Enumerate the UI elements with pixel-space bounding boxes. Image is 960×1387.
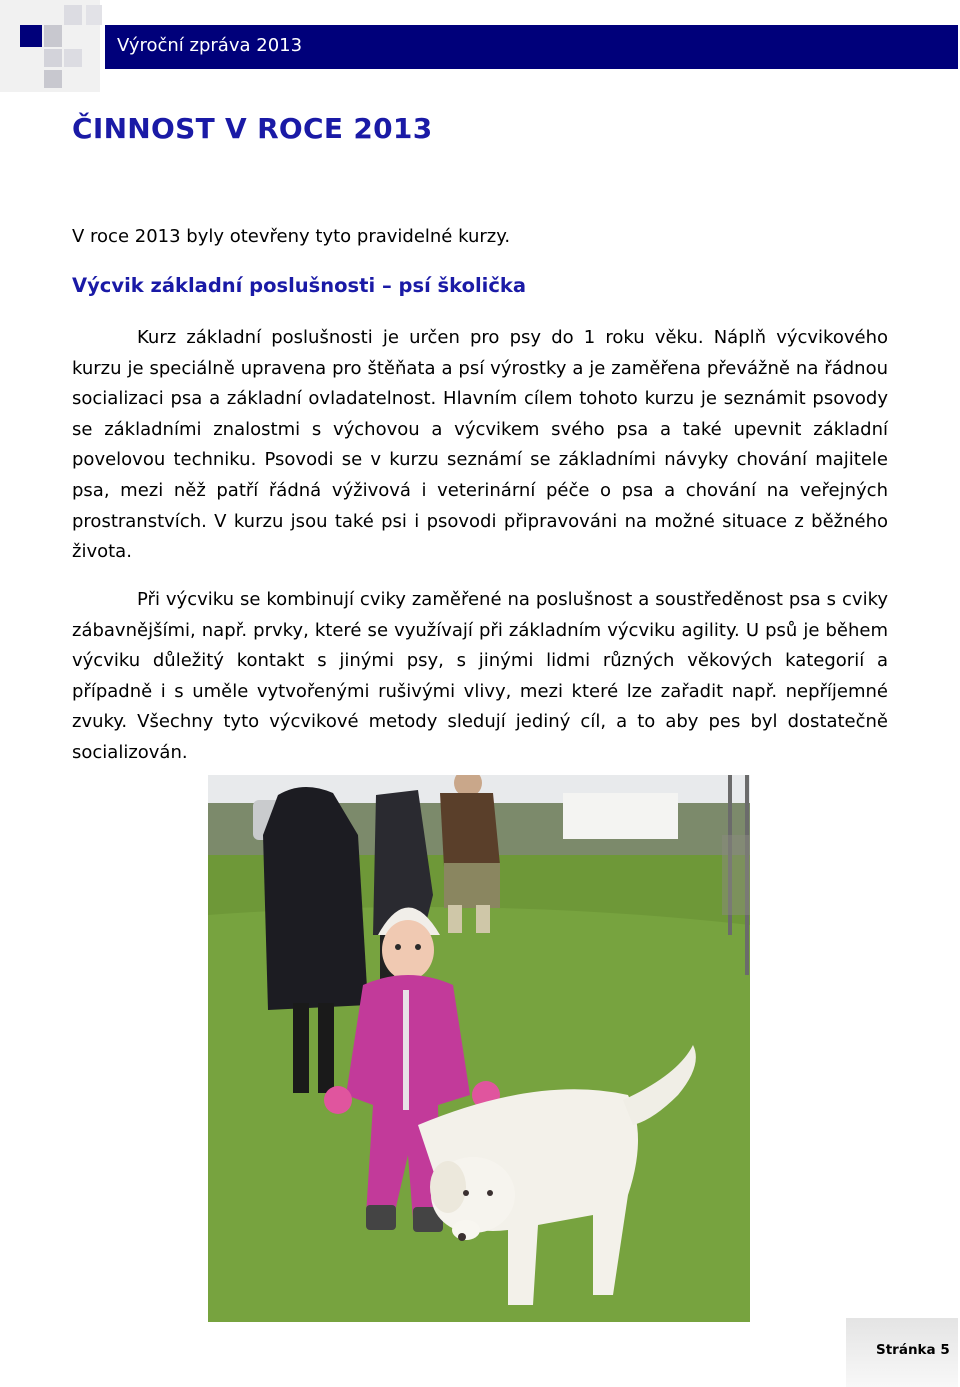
page-number: Stránka 5 [876, 1342, 950, 1358]
decor-square [44, 70, 62, 88]
header-banner [105, 25, 958, 69]
paragraph: Kurz základní poslušnosti je určen pro psy do 1 roku věku. Náplň výcvikového kurzu je speciálně upravena pro štěňata a psí výrostky a je zaměřena převážně na řádnou socializaci psa a základní ovladatelnost. Hlavním cílem tohoto kurzu je seznámit psovody se základními znalostmi s výchovou a výcvikem svého psa a také upevnit základní povelovou techniku. Psovodi se v kurzu seznámí se základními návyky chování majitele psa, mezi něž patří řádná výživová i veterinární péče o psa a chování na veřejných prostranstvích. V kurzu jsou také psi i psovodi připravováni na možné situace z běžného života. [72, 327, 888, 563]
page-title: ČINNOST V ROCE 2013 [72, 112, 433, 145]
section-title: Výcvik základní poslušnosti – psí školička [72, 274, 527, 297]
page-header [0, 0, 960, 100]
banner-title: Výroční zpráva 2013 [117, 35, 303, 56]
decor-square [64, 5, 82, 25]
photo-girl-with-white-dog [208, 775, 750, 1322]
intro-text: V roce 2013 byly otevřeny tyto pravidelné kurzy. [72, 226, 511, 247]
decor-square [64, 49, 82, 67]
decor-square [20, 25, 42, 47]
paragraph: Při výcviku se kombinují cviky zaměřené na poslušnost a soustředěnost psa s cviky zábavnějšími, např. prvky, které se využívají při základním výcviku agility. U psů je během výcviku důležitý kontakt s jinými psy, s jinými lidmi různých věkových kategorií a případně i s uměle vytvořenými rušivými vlivy, mezi které lze zařadit např. nepříjemné zvuky. Všechny tyto výcvikové metody sledují jediný cíl, a to aby pes byl dostatečně socializován. [72, 589, 888, 763]
decor-square [86, 5, 102, 25]
decor-square [44, 25, 62, 47]
decor-square [44, 49, 62, 67]
page-footer [846, 1318, 958, 1387]
